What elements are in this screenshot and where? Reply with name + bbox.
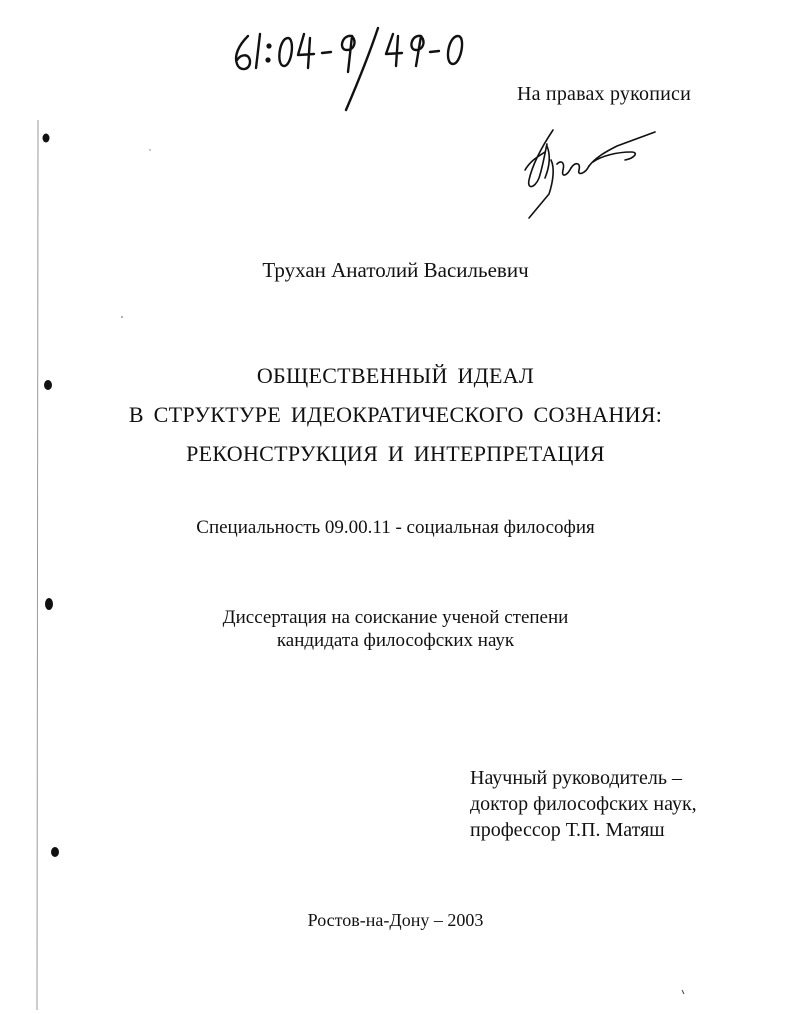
dissertation-title <box>0 356 791 473</box>
degree-line: Диссертация на соискание ученой степени <box>222 607 569 628</box>
scan-speck <box>121 316 123 318</box>
archive-stamp <box>228 22 478 117</box>
scan-speck <box>149 149 150 150</box>
archive-stamp-drawing <box>228 22 478 117</box>
specialty-line: Специальность 09.00.11 - социальная философия <box>196 517 595 538</box>
degree-line: кандидата философских наук <box>276 630 515 651</box>
scan-margin-line <box>37 120 38 1010</box>
author-name: Трухан Анатолий Васильевич <box>262 258 529 282</box>
title-line: ОБЩЕСТВЕННЫЙ ИДЕАЛ <box>256 363 535 388</box>
city-year: Ростов-на-Дону – 2003 <box>307 910 484 930</box>
scan-speck <box>682 990 684 994</box>
supervisor-line: доктор философских наук, <box>470 793 697 815</box>
degree-statement <box>0 606 791 652</box>
supervisor-block <box>470 765 697 843</box>
rights-notice: На правах рукописи <box>517 83 691 105</box>
supervisor-line: профессор Т.П. Матяш <box>470 819 665 841</box>
title-line: РЕКОНСТРУКЦИЯ И ИНТЕРПРЕТАЦИЯ <box>186 441 605 466</box>
supervisor-line: Научный руководитель – <box>470 767 682 789</box>
signature-drawing <box>505 122 665 222</box>
binding-hole-mark <box>51 847 59 857</box>
binding-hole-mark <box>43 134 50 143</box>
author-signature <box>505 122 665 222</box>
title-line: В СТРУКТУРЕ ИДЕОКРАТИЧЕСКОГО СОЗНАНИЯ: <box>128 402 663 427</box>
